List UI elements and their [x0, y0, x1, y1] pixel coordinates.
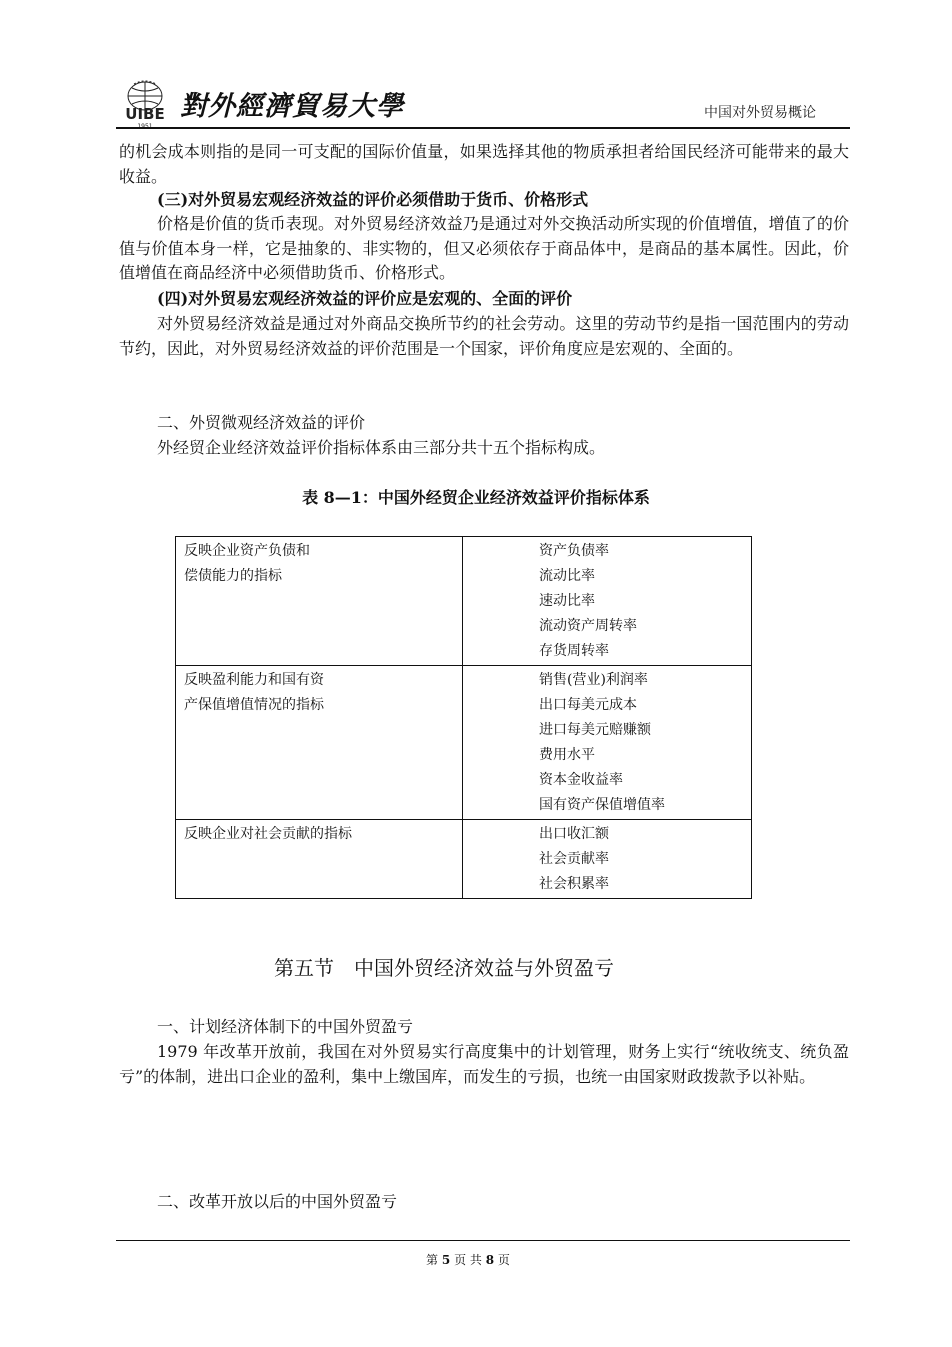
- page-header: [114, 70, 852, 130]
- table-title: 表 8—1：中国外经贸企业经济效益评价指标体系: [302, 488, 650, 507]
- heading-reform-era: 二、改革开放以后的中国外贸盈亏: [157, 1192, 398, 1211]
- table-row: [176, 537, 752, 666]
- page-number: 第 5 页 共 8 页: [426, 1253, 510, 1267]
- logo-text: UIBE: [125, 105, 165, 123]
- heading-macro-comprehensive: (四)对外贸易宏观经济效益的评价应是宏观的、全面的评价: [157, 289, 573, 308]
- heading-macro-currency: (三)对外贸易宏观经济效益的评价必须借助于货币、价格形式: [157, 190, 589, 209]
- footer-rule: [116, 1240, 850, 1241]
- table-cell-category: 反映企业对社会贡献的指标: [176, 820, 463, 899]
- current-page: 5: [441, 1253, 451, 1267]
- heading-micro-evaluation: 二、外贸微观经济效益的评价: [157, 413, 366, 432]
- paragraph-price-value: 价格是价值的货币表现。对外贸易经济效益乃是通过对外交换活动所实现的价值增值，增值了的价值与价值本身一样，它是抽象的、非实物的，但又必须依存于商品体中，是商品的基本属性。因此，价值增值在商品经济中必须借助货币、价格形式。: [119, 214, 849, 282]
- table-cell-category: 反映盈利能力和国有资 产保值增值情况的指标: [176, 666, 463, 820]
- indicator-table: [175, 536, 752, 899]
- university-brand: 對外經濟貿易大學: [180, 91, 404, 122]
- heading-planned-economy: 一、计划经济体制下的中国外贸盈亏: [157, 1017, 414, 1036]
- table-cell-category: 反映企业资产负债和 偿债能力的指标: [176, 537, 463, 666]
- header-rule: [116, 127, 850, 129]
- course-title: 中国对外贸易概论: [704, 105, 816, 121]
- paragraph-continued: 的机会成本则指的是同一可支配的国际价值量，如果选择其他的物质承担者给国民经济可能带来的最大收益。: [119, 142, 849, 186]
- paragraph-indicator-system: 外经贸企业经济效益评价指标体系由三部分共十五个指标构成。: [157, 438, 606, 457]
- table-cell-indicators: 出口收汇额 社会贡献率 社会积累率: [463, 820, 752, 899]
- table-row: [176, 666, 752, 820]
- table-cell-indicators: 销售(营业)利润率 出口每美元成本 进口每美元赔赚额 费用水平 资本金收益率 国有资产保值增值率: [463, 666, 752, 820]
- table-cell-indicators: 资产负债率 流动比率 速动比率 流动资产周转率 存货周转率: [463, 537, 752, 666]
- table-row: [176, 820, 752, 899]
- university-logo-icon: [114, 74, 176, 130]
- total-pages: 8: [485, 1253, 495, 1267]
- paragraph-planned-economy: 1979 年改革开放前，我国在对外贸易实行高度集中的计划管理，财务上实行“统收统支、统负盈亏”的体制，进出口企业的盈利，集中上缴国库，而发生的亏损，也统一由国家财政拨款予以补贴。: [119, 1042, 849, 1086]
- paragraph-labor-saving: 对外贸易经济效益是通过对外商品交换所节约的社会劳动。这里的劳动节约是指一国范围内的劳动节约，因此，对外贸易经济效益的评价范围是一个国家，评价角度应是宏观的、全面的。: [119, 314, 849, 358]
- section-title: 第五节 中国外贸经济效益与外贸盈亏: [274, 956, 614, 980]
